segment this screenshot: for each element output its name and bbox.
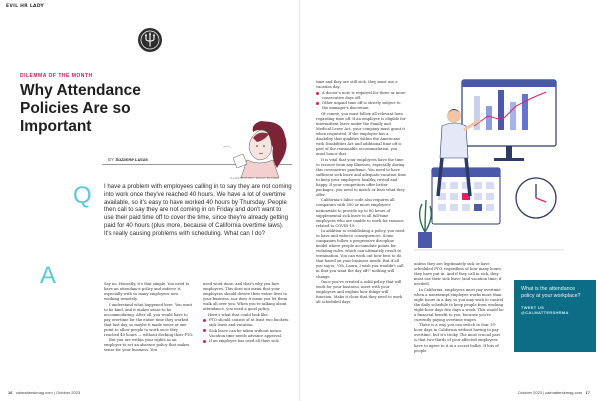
paragraph: unless they are legitimately sick or have scheduled PTO, regardless of how many hours they have put in. And if they call in sick, they must use their sick leave (and vacation time, if needed). bbox=[414, 262, 502, 287]
callout-question: What is the attendance policy at your workplace? bbox=[521, 286, 581, 299]
footer-right: October 2023 | calmatterskmag.com 17 bbox=[517, 390, 590, 395]
byline bbox=[108, 157, 148, 162]
paragraph: California's labor code also requires all companies with 500 or more employees nationwide to provide up to 80 hours of supplemental sick leave to all full-time employees who are unable to work for reasons related to COVID-19. bbox=[316, 198, 404, 228]
bullet-icon bbox=[316, 102, 319, 105]
trident-logo-icon bbox=[138, 28, 162, 52]
paragraph: Of course, you must follow all relevant laws regarding time off. If an employee is eligible for intermittent leave under the Family and Medical Leave Act, your company must grant it when requested. If the employee has a disability that qualifies within the Americans with Disabilities Act and additional time off is part of the reasonable accommodation, you must honor that. bbox=[316, 111, 406, 157]
paragraph: In California, employees must pay overtime when a nonexempt employee works more than eight hours in a day, so you may wish to control the daily schedule to keep people from working eight-hour days five days a week. This would be a financial benefit to you, because you're currently paying overtime wages. bbox=[414, 287, 504, 322]
answer-column-2 bbox=[203, 282, 293, 345]
byline-prefix: BY bbox=[108, 157, 114, 162]
footer-source: calmatterskmag.com bbox=[545, 390, 583, 395]
reader-question: I have a problem with employees calling in to say they are not coming into work once they've reached 40 hours. We have a lot of overtime available, so it's easy to have worked 40 hours by Thursday. People then call to say they are not coming in on Friday and don't want to use their paid time off to cover the time, since they're already getting paid for 40 hours (plus more, because of California overtime laws). It's really causing problems with scheduling. What can I do? bbox=[104, 183, 292, 237]
article-title: Why Attendance Policies Are so Important bbox=[20, 82, 141, 135]
answer-column-4 bbox=[414, 262, 504, 354]
paragraph: In addition to establishing a policy, you need to have and enforce consequences. Some companies follow a progressive discipline model where people accumulate points for violating rules, which can ultimately result in termination. You can work out how best to do that based on your business needs. But if all you say is, "Oh, Laura, I wish you wouldn't call in that you want the day off!" nothing will change. bbox=[316, 229, 405, 279]
paragraph: It is vital that your employees have the time to recover from any illnesses, especially during this coronavirus pandemic. You need to have sufficient sick leave and adequate vacation time to keep your employees healthy, rested and happy. If your competitors offer better packages, you need to match or beat what they offer. bbox=[316, 157, 406, 197]
social-callout-box bbox=[514, 280, 596, 352]
list-item: If an employee has used all their sick bbox=[203, 339, 293, 344]
list-item: PTO should consist of at least two buckets: sick leave and vacation. bbox=[203, 318, 293, 328]
footer-source: calmatterskmag.com bbox=[15, 390, 53, 395]
paragraph: need work done, and that's why you hire employees. This does not mean that your employees should devote their entire lives to your business, nor does it mean you let them walk all over you. When you're talking about attendance, you need a good policy. bbox=[203, 282, 288, 312]
paragraph: Once you've created a solid policy that will work for your business, meet with your employees and explain how things will function. Make it clear that they need to work all scheduled days bbox=[316, 279, 403, 305]
list-item: A doctor's note is required for three or more consecutive days off. bbox=[316, 91, 406, 101]
answer-column-1 bbox=[104, 282, 194, 354]
page-number: 17 bbox=[585, 390, 590, 395]
bullet-icon bbox=[203, 340, 206, 343]
page-spine bbox=[299, 0, 301, 401]
bullet-icon bbox=[316, 92, 319, 95]
paragraph: Say no. Honestly, it's that simple. You need to have an attendance policy and enforce it, especially with so many employees now working remotely. bbox=[104, 282, 190, 302]
tweet-link[interactable]: TWEET US @CALMATTERSHRMA bbox=[521, 305, 569, 315]
policy-list bbox=[203, 318, 293, 344]
paragraph: But you are within your rights as an employer to set an absence policy that makes sense for your business. You bbox=[104, 338, 190, 353]
author-portrait-illustration bbox=[213, 118, 291, 178]
article-kicker: DILEMMA OF THE MONTH bbox=[20, 73, 93, 79]
paragraph: There is a way you can switch to four 10-hour days in California without having to pay overtime, but it's tricky. The most crucial part is that two-thirds of your affected employees have to agree to it in a secret ballot. If lots of people bbox=[414, 323, 500, 353]
illustration-credit: ILLUSTRATION: DAVID BLASEK bbox=[230, 176, 280, 180]
question-marker: Q bbox=[73, 182, 92, 209]
paragraph: I understand what happened here. You want to be kind, and it makes sense to be accommodating. After all, you would have to pay overtime for the entire time they worked that last day, so maybe it made sense at one point to allow people to work once they reached 40 hours — without docking their PTO. bbox=[104, 302, 194, 337]
answer-marker: A bbox=[40, 262, 57, 289]
bullet-icon bbox=[203, 319, 206, 322]
policy-list-continued bbox=[316, 80, 406, 111]
footer-left: 16 calmatterskmag.com | October 2023 bbox=[8, 390, 81, 395]
answer-column-3 bbox=[316, 80, 406, 306]
footer-date: October 2023 bbox=[517, 390, 543, 395]
scheduling-illustration bbox=[414, 76, 564, 254]
list-item: time and they are still sick, they must use a vacation day. bbox=[316, 80, 398, 90]
section-tag: EVIL HR LADY bbox=[6, 4, 45, 9]
list-item: Other unpaid time off is strictly subject to the manager's discretion. bbox=[316, 101, 406, 111]
footer-date: October 2023 bbox=[55, 390, 81, 395]
author-name: Suzanne Lucas bbox=[115, 157, 148, 162]
list-item: Sick leave can be taken without notice. Vacation time needs advance approval. bbox=[203, 329, 293, 339]
bullet-icon bbox=[203, 329, 206, 332]
paragraph: Here's what that could look like. bbox=[208, 312, 269, 317]
page-number: 16 bbox=[8, 390, 13, 395]
